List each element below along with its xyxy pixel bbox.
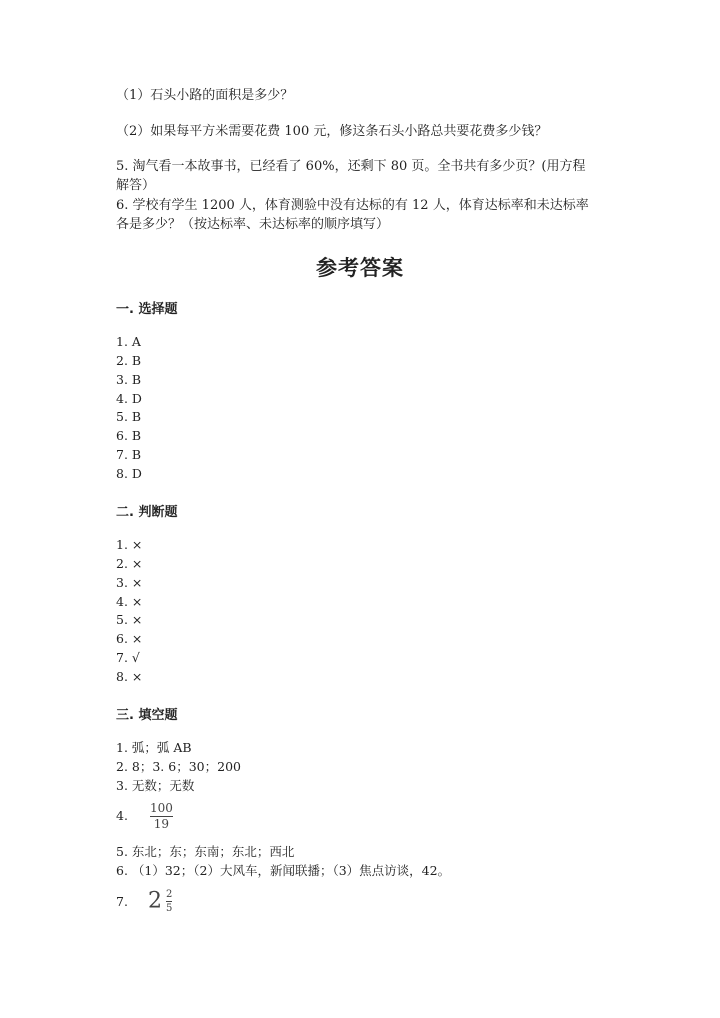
fraction-numerator: 100 [149, 801, 173, 815]
answer-title: 参考答案 [316, 256, 404, 280]
fraction-denominator: 19 [153, 817, 170, 831]
choice-answer: 8. D [116, 466, 142, 481]
fraction-bar [166, 901, 172, 902]
fill-answer-3: 3. 无数；无数 [116, 778, 195, 793]
mixed-number-whole: 2 [147, 888, 162, 914]
judge-answer: 3. × [116, 575, 143, 590]
fill-answer-7 [116, 889, 172, 914]
fraction-numerator: 2 [165, 889, 173, 900]
choice-answer: 7. B [116, 447, 142, 462]
fill-answer-6: 6. （1）32；（2）大风车，新闻联播；（3）焦点访谈，42。 [116, 863, 451, 878]
question-4-part-2: （2）如果每平方米需要花费 100 元，修这条石头小路总共要花费多少钱？ [116, 124, 548, 139]
mixed-number-fraction [166, 889, 172, 914]
fill-answer-2: 2. 8；3. 6；30；200 [116, 759, 241, 774]
fill-answer-4 [116, 802, 173, 831]
fraction-100-19 [150, 802, 173, 831]
fill-answer-4-label: 4. [116, 808, 128, 823]
question-4-part-1: （1）石头小路的面积是多少？ [116, 88, 294, 103]
question-5: 5. 淘气看一本故事书，已经看了 60%，还剩下 80 页。全书共有多少页？(用方程解答） [116, 159, 586, 193]
fill-answer-7-label: 7. [116, 893, 128, 909]
judge-answer: 1. × [116, 537, 143, 552]
judge-answer: 4. × [116, 594, 143, 609]
fill-answer-1: 1. 弧；弧 AB [116, 740, 192, 755]
choice-answer: 1. A [116, 334, 141, 349]
choice-answer: 6. B [116, 428, 142, 443]
section-heading-choice: 一. 选择题 [116, 302, 178, 317]
fraction-denominator: 5 [165, 903, 173, 914]
choice-answer: 4. D [116, 391, 142, 406]
question-6: 6. 学校有学生 1200 人，体育测验中没有达标的有 12 人，体育达标率和未达标率各是多少？（按达标率、未达标率的顺序填写） [116, 198, 589, 232]
judge-answer: 6. × [116, 631, 143, 646]
judge-answer: 2. × [116, 556, 143, 571]
choice-answer: 3. B [116, 372, 142, 387]
judge-answer: 5. × [116, 612, 143, 627]
judge-answer: 7. √ [116, 650, 140, 665]
choice-answer: 2. B [116, 353, 142, 368]
choice-answer: 5. B [116, 409, 142, 424]
section-heading-fill: 三. 填空题 [116, 708, 178, 723]
fill-answer-5: 5. 东北；东；东南；东北；西北 [116, 844, 295, 859]
section-heading-judge: 二. 判断题 [116, 505, 178, 520]
judge-answer: 8. × [116, 669, 143, 684]
